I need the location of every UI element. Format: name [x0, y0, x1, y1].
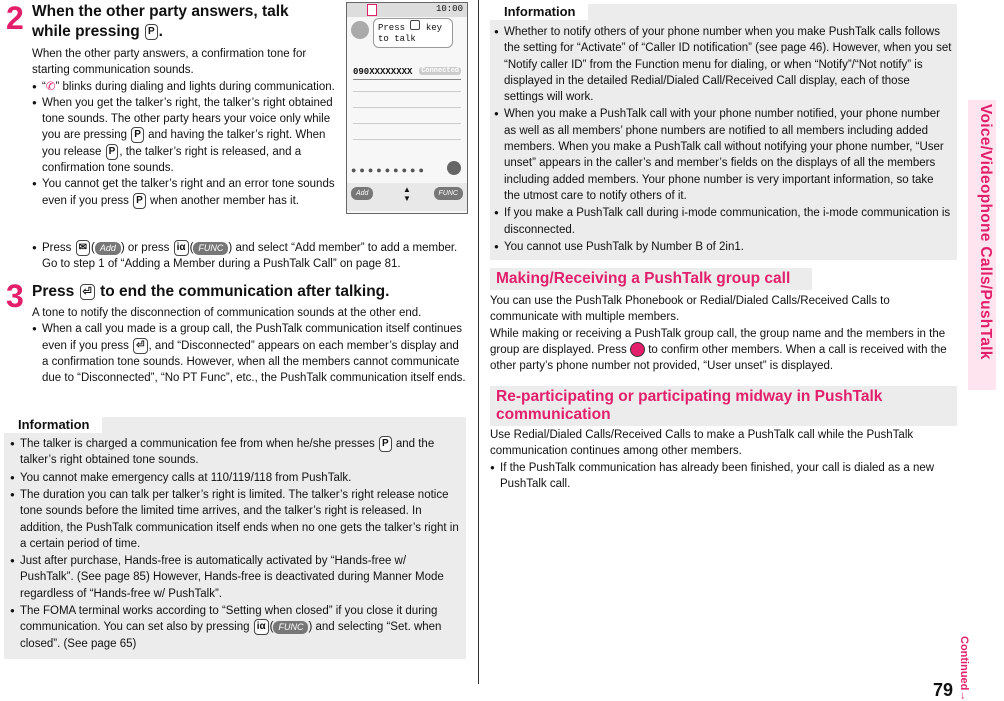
- step-2-intro: When the other party answers, a confirmation tone for starting communication sounds.: [32, 48, 307, 77]
- list-item: ● You cannot make emergency calls at 110/119/118 from PushTalk.: [10, 470, 460, 486]
- paragraph: Use Redial/Dialed Calls/Received Calls to make a PushTalk call while the PushTalk communication continues among other members.: [490, 429, 914, 458]
- list-item: ● Just after purchase, Hands-free is automatically activated by “Hands-free w/ PushTalk”. (See page 85) However, Hands-free is deactivated during Manner Mode regardless of “Hands-free w/ PushTalk”.: [10, 553, 460, 602]
- highlight-marker: [367, 4, 377, 16]
- list-item: ● When you make a PushTalk call with your phone number notified, your phone number as well as all members’ phone numbers are notified to all members including added members. When you make a PushTalk call without notifying your phone number, “User unset” appears in the caller’s and member’s fields on the displays of all the members including added members. Your phone number is very important information, so take the utmost care to notify others of it.: [494, 106, 952, 204]
- paragraph: While making or receiving a PushTalk group call, the group name and the members in the group are displayed. Press to confirm other members. When a call is received with the other party’s phone number not provided, “User unset” is displayed.: [490, 327, 947, 373]
- step-2-add-member: [32, 240, 466, 273]
- status-bar: [347, 3, 467, 17]
- continued-label: Continued→: [958, 636, 970, 701]
- list-item: ● You cannot get the talker’s right and an error tone sounds even if you press P when another member has it.: [32, 176, 337, 209]
- step-title: Press ⏎ to end the communication after talking.: [32, 283, 390, 300]
- list-item: ● If the PushTalk communication has already been finished, your call is dialed as a new PushTalk call.: [490, 460, 955, 493]
- end-call-key-icon: ⏎: [133, 338, 147, 354]
- empty-row: [353, 91, 461, 92]
- pushtalk-key-icon: P: [379, 436, 392, 452]
- i-appli-key-icon: iα: [174, 240, 189, 256]
- softkey-bar: [347, 183, 467, 211]
- midway-text: [490, 427, 955, 492]
- group-call-text: [490, 293, 955, 374]
- member-row: 090XXXXXXXX Connected: [353, 67, 461, 80]
- center-key-icon: [630, 342, 645, 357]
- information-label: Information: [490, 3, 588, 20]
- status-badge: Connected: [421, 67, 459, 75]
- progress-dots: ●●●●●●●●●: [351, 165, 427, 175]
- pushtalk-key-icon: [410, 20, 420, 30]
- list-item: ● The duration you can talk per talker’s right is limited. The talker’s right release notice tone sounds before the limited time arrives, and the talker’s right is released. In addition, the PushTalk communication itself ends when no one gets the talker’s right in a certain period of time.: [10, 487, 460, 552]
- information-list: [494, 24, 952, 255]
- empty-row: [353, 123, 461, 124]
- list-item: ● Press ✉ ( Add ) or press iα ( FUNC ) and select “Add member” to add a member. Go to step 1 of “Adding a Member during a PushTalk Call” on page 81.: [32, 240, 466, 273]
- pushtalk-key-icon: P: [106, 144, 119, 160]
- step-3-body: [32, 305, 466, 387]
- avatar: [351, 21, 369, 39]
- list-item: ● “✆” blinks during dialing and lights during communication.: [32, 79, 337, 95]
- talk-bubble: Press key to talk: [373, 18, 453, 48]
- func-softkey: FUNC: [193, 242, 228, 255]
- step-number: 2: [6, 0, 24, 36]
- empty-row: [353, 139, 461, 140]
- section-heading: Making/Receiving a PushTalk group call: [490, 268, 812, 290]
- step-2-body: [32, 46, 337, 209]
- func-softkey: FUNC: [434, 187, 463, 200]
- list-item: ● You cannot use PushTalk by Number B of 2in1.: [494, 239, 952, 255]
- step-2-heading: [6, 2, 336, 42]
- pushtalk-key-icon: P: [145, 24, 158, 40]
- step-number: 3: [6, 278, 24, 314]
- i-appli-key-icon: iα: [254, 619, 269, 635]
- empty-row: [353, 107, 461, 108]
- list-item: ● Whether to notify others of your phone number when you make PushTalk calls follows the setting for “Activate” of “Caller ID notification” (see page 46). However, when you set “Notify caller ID” from the Function menu for dialing, or when “Notify”/“Not notify” is displayed in the detailed Redial/Dialed Call/Received Call display, each of those settings will work.: [494, 24, 952, 105]
- step-3-intro: A tone to notify the disconnection of communication sounds at the other end.: [32, 307, 422, 319]
- arrow-icon: →: [958, 690, 970, 701]
- signal-icon: [447, 161, 461, 175]
- list-item: ● The FOMA terminal works according to “Setting when closed” if you close it during communication. You can set also by pressing iα ( FUNC ) and selecting “Set. when closed”. (See page 65): [10, 603, 460, 652]
- list-item: ● If you make a PushTalk call during i-mode communication, the i-mode communication is disconnected.: [494, 205, 952, 238]
- nav-arrows-icon: ▲ ▼: [403, 185, 411, 203]
- information-list: [10, 436, 460, 652]
- information-label: Information: [4, 416, 102, 433]
- paragraph: You can use the PushTalk Phonebook or Redial/Dialed Calls/Received Calls to communicate with multiple members.: [490, 295, 890, 324]
- list-item: ● When you get the talker’s right, the talker’s right obtained tone sounds. The other party hears your voice only while you are pressing P and having the talker’s right. When you release P , the talker’s right is released, and a confirmation tone sounds.: [32, 95, 337, 177]
- end-call-key-icon: ⏎: [80, 284, 95, 300]
- list-item: ● When a call you made is a group call, the PushTalk communication itself continues even if you press ⏎ , and “Disconnected” appears on each member’s display and a confirmation tone sounds. However, when all the members cannot communicate due to “Disconnected”, “No PT Func”, etc., the PushTalk communication itself ends.: [32, 321, 466, 386]
- list-item: ● The talker is charged a communication fee from when he/she presses P and the talker’s right obtained tone sounds.: [10, 436, 460, 469]
- func-softkey: FUNC: [273, 621, 308, 634]
- mail-key-icon: ✉: [76, 240, 90, 256]
- pushtalk-status-icon: ✆: [45, 80, 56, 93]
- column-divider: [478, 0, 479, 684]
- step-title: When the other party answers, talk while pressing P .: [32, 3, 289, 40]
- pushtalk-key-icon: P: [133, 193, 146, 209]
- pushtalk-key-icon: P: [131, 127, 144, 143]
- section-heading: Re-participating or participating midway in PushTalk communication: [490, 386, 957, 426]
- add-softkey: Add: [351, 187, 373, 200]
- add-softkey: Add: [95, 242, 121, 255]
- chapter-title: Voice/Videophone Calls/PushTalk: [977, 104, 994, 360]
- phone-screen-image: [346, 2, 468, 214]
- clock: 10:00: [435, 4, 463, 14]
- page-number: 79: [933, 680, 954, 700]
